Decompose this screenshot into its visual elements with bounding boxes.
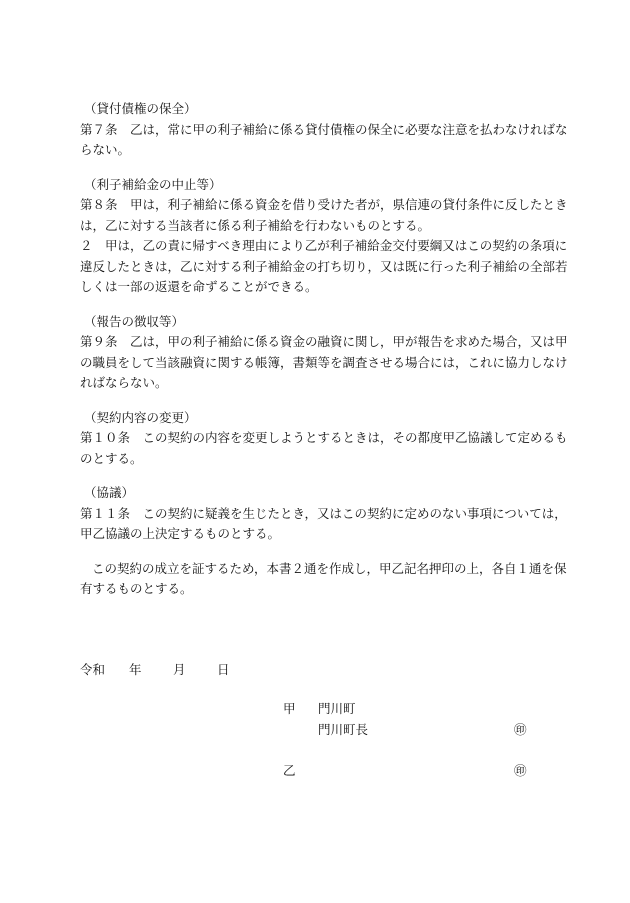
seal-mark-icon: ㊞ — [514, 722, 527, 737]
seal-mark-icon: ㊞ — [514, 763, 527, 778]
article-text-line: 第９条 乙は，甲の利子補給に係る資金の融資に関し，甲が報告を求めた場合，又は甲 — [80, 334, 568, 349]
closing-paragraph — [80, 559, 567, 600]
article-9 — [80, 312, 568, 394]
article-text-line: は，乙に対する当該者に係る利子補給を行わないものとする。 — [80, 217, 431, 233]
article-text-line: 第８条 甲は，利子補給に係る資金を借り受けた者が，県信連の貸付条件に反したとき — [80, 197, 568, 212]
article-heading: （利子補給金の中止等） — [84, 176, 222, 192]
article-text-line: 違反したときは，乙に対する利子補給金の打ち切り，又は既に行った利子補給の全部若 — [80, 258, 568, 274]
date-year: 年 — [129, 662, 142, 677]
article-text-line: らない。 — [80, 142, 131, 157]
date-era: 令和 — [80, 662, 106, 677]
article-text-line: 第１１条 この契約に疑義を生じたとき，又はこの契約に定めのない事項については， — [80, 505, 567, 521]
article-heading: （報告の徴収等） — [84, 313, 185, 329]
party-a-name: 門川町 — [318, 701, 356, 716]
article-text-line: 甲乙協議の上決定するものとする。 — [80, 526, 281, 541]
article-11 — [80, 483, 567, 545]
article-heading: （貸付債権の保全） — [84, 101, 197, 116]
date-line — [80, 660, 230, 680]
closing-line: この契約の成立を証するため，本書２通を作成し，甲乙記名押印の上，各自１通を保 — [92, 560, 567, 576]
article-text-line: ればならない。 — [80, 375, 168, 390]
article-text-line: ２ 甲は，乙の責に帰すべき理由により乙が利子補給金交付要綱又はこの契約の条項に — [80, 238, 568, 253]
contract-body — [80, 99, 568, 600]
article-7 — [80, 99, 568, 161]
closing-line: 有するものとする。 — [80, 581, 193, 596]
date-month: 月 — [173, 662, 186, 677]
article-10 — [80, 408, 568, 470]
article-heading: （契約内容の変更） — [84, 409, 197, 425]
date-day: 日 — [217, 662, 230, 677]
article-text-line: の職員をして当該融資に関する帳簿，書類等を調査させる場合には，これに協力しなけ — [80, 354, 568, 370]
party-a-title: 門川町長 — [318, 722, 369, 737]
article-text-line: 第１０条 この契約の内容を変更しようとするときは，その都度甲乙協議して定めるも — [80, 430, 568, 445]
article-8 — [80, 175, 568, 298]
article-text-line: しくは一部の返還を命ずることができる。 — [80, 279, 318, 294]
party-b-label: 乙 — [283, 763, 296, 778]
article-heading: （協議） — [84, 485, 135, 500]
article-text-line: のとする。 — [80, 450, 143, 466]
party-a-label: 甲 — [283, 701, 296, 716]
article-text-line: 第７条 乙は，常に甲の利子補給に係る貸付債権の保全に必要な注意を払わなければな — [80, 121, 568, 137]
